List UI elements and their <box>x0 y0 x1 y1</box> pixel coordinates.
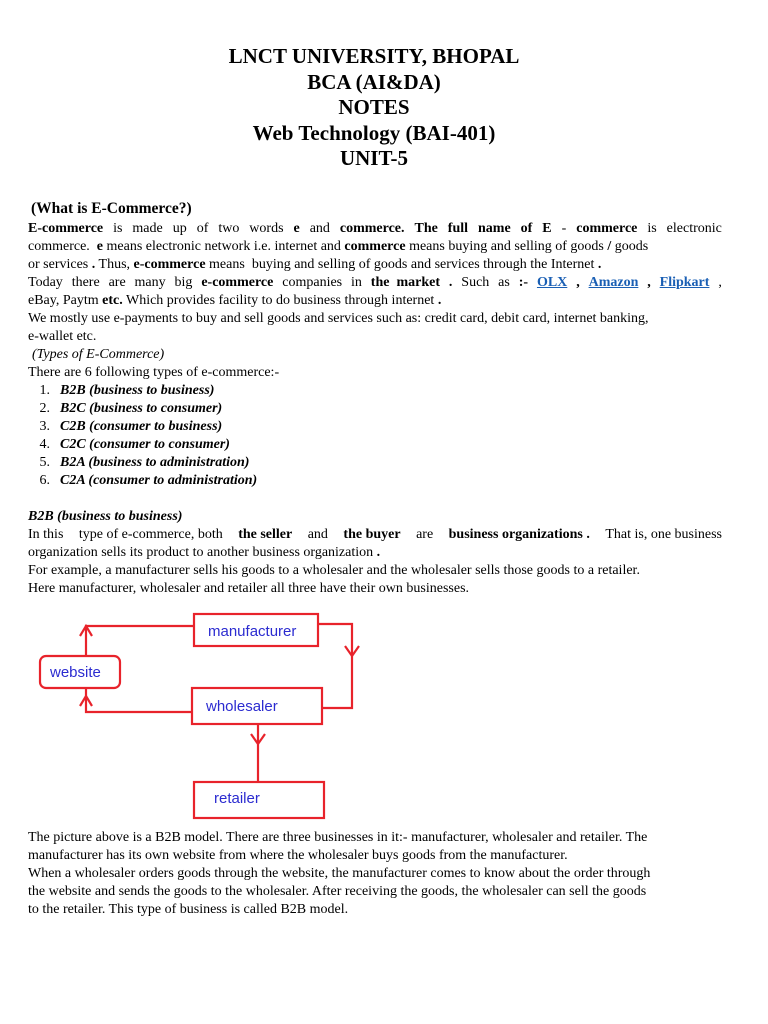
list-label: B2B (business to business) <box>60 383 215 398</box>
list-number: 1. <box>39 383 50 398</box>
text-run: That is, one business <box>605 527 722 542</box>
list-item <box>28 400 722 418</box>
website-to-wholesaler-line <box>86 688 192 712</box>
text-run: , <box>718 275 722 290</box>
list-number: 3. <box>39 419 50 434</box>
list-number: 5. <box>39 455 50 470</box>
explanation-line-2: manufacturer has its own website from where the wholesaler buys goods from the manufacturer. <box>28 848 568 863</box>
text-run: commerce <box>576 221 638 236</box>
list-item <box>28 382 722 400</box>
text-run: Which provides facility to do business through internet <box>125 293 435 308</box>
text-run: eBay, Paytm <box>28 293 99 308</box>
retailer-label: retailer <box>214 790 260 807</box>
list-number: 6. <box>39 473 50 488</box>
unit-title: UNIT-5 <box>339 146 409 170</box>
what-is-ecommerce-heading: (What is E-Commerce?) <box>31 200 192 217</box>
text-run: full <box>447 221 469 236</box>
explanation-line-3: When a wholesaler orders goods through the website, the manufacturer comes to know about the order through <box>28 866 651 881</box>
amazon-link[interactable]: Amazon <box>588 275 639 290</box>
list-item <box>28 418 722 436</box>
b2b-line-4: Here manufacturer, wholesaler and retailer all three have their own businesses. <box>28 581 470 596</box>
text-run: Today <box>28 275 63 290</box>
text-run: Thus, <box>98 257 131 272</box>
text-run: e-commerce <box>133 257 206 272</box>
text-run: are <box>416 527 434 542</box>
list-item <box>28 454 722 472</box>
list-label: B2A (business to administration) <box>60 455 250 470</box>
list-number: 2. <box>39 401 50 416</box>
text-run: . <box>448 275 453 290</box>
text-run: there <box>71 275 100 290</box>
list-item <box>28 472 722 490</box>
text-run: :- <box>518 275 529 290</box>
intro-paragraph-line-2 <box>28 238 722 256</box>
intro-paragraph-3-line-2: e-wallet etc. <box>28 329 97 344</box>
text-run: / <box>607 239 612 254</box>
list-number: 4. <box>39 437 50 452</box>
explanation-section <box>28 829 722 919</box>
text-run: of <box>520 221 533 236</box>
website-label: website <box>50 664 101 681</box>
flipkart-link[interactable]: Flipkart <box>659 275 710 290</box>
b2b-line-1 <box>28 526 722 544</box>
text-run: the buyer <box>343 527 401 542</box>
intro-paragraph-3-line-1: We mostly use e-payments to buy and sell goods and services such as: credit card, debit card, internet banking, <box>28 311 649 326</box>
types-intro: There are 6 following types of e-commerce:- <box>28 365 280 380</box>
text-run: and <box>309 221 330 236</box>
list-label: C2A (consumer to administration) <box>60 473 258 488</box>
text-run: The <box>414 221 438 236</box>
list-label: B2C (business to consumer) <box>60 401 223 416</box>
text-run: the market <box>370 275 440 290</box>
wholesaler-label: wholesaler <box>206 698 278 715</box>
document-header <box>0 44 748 172</box>
explanation-line-5: to the retailer. This type of business is called B2B model. <box>28 902 349 917</box>
course-title: BCA (AI&DA) <box>307 69 441 94</box>
types-list <box>28 382 722 490</box>
text-run: e <box>293 221 300 236</box>
olx-link[interactable]: OLX <box>536 275 568 290</box>
text-run: of <box>196 221 209 236</box>
spacer <box>28 490 722 508</box>
text-run: . <box>597 257 602 272</box>
explanation-line-1: The picture above is a B2B model. There are three businesses in it:- manufacturer, wholesaler and retailer. The <box>28 830 648 845</box>
text-run: and <box>307 527 328 542</box>
text-run: . <box>91 257 96 272</box>
text-run: two <box>218 221 240 236</box>
list-label: C2B (consumer to business) <box>60 419 223 434</box>
text-run: etc. <box>102 293 123 308</box>
b2b-line-3: For example, a manufacturer sells his goods to a wholesaler and the wholesaler sells those goods to a retailer. <box>28 563 640 578</box>
text-run: . <box>437 293 442 308</box>
text-run: as <box>498 275 510 290</box>
text-run: big <box>174 275 193 290</box>
text-run: in <box>351 275 362 290</box>
b2b-diagram <box>36 612 366 824</box>
text-run: words <box>249 221 284 236</box>
b2b-line-2 <box>28 544 722 562</box>
types-heading: (Types of E-Commerce) <box>32 347 165 362</box>
text-run: up <box>172 221 187 236</box>
university-title: LNCT UNIVERSITY, BHOPAL <box>228 44 520 68</box>
text-run: business organizations . <box>448 527 590 542</box>
text-run: means buying and selling of goods <box>409 239 604 254</box>
intro-paragraph-line-1 <box>28 220 722 238</box>
b2b-heading: B2B (business to business) <box>28 509 183 524</box>
text-run: E <box>542 221 552 236</box>
text-run: means electronic network i.e. internet and <box>106 239 341 254</box>
text-run: , <box>576 275 580 290</box>
text-run: Such <box>461 275 490 290</box>
text-run: name <box>478 221 511 236</box>
text-run: are <box>108 275 126 290</box>
text-run: electronic <box>666 221 722 236</box>
subject-title: Web Technology (BAI-401) <box>252 120 496 145</box>
website-to-manufacturer-line <box>86 626 194 656</box>
text-run: In this <box>28 527 64 542</box>
manufacturer-to-wholesaler-line <box>318 624 352 708</box>
text-run: . <box>376 545 381 560</box>
text-run: or services <box>28 257 89 272</box>
text-run: means buying and selling of goods and services through the Internet <box>209 257 595 272</box>
explanation-line-4: the website and sends the goods to the wholesaler. After receiving the goods, the wholesaler can sell the goods <box>28 884 647 899</box>
text-run: made <box>132 221 163 236</box>
text-run: commerce. <box>28 239 90 254</box>
text-run: - <box>561 221 567 236</box>
text-run: goods <box>614 239 649 254</box>
text-run: commerce. <box>339 221 405 236</box>
list-label: C2C (consumer to consumer) <box>60 437 230 452</box>
text-run: e <box>96 239 104 254</box>
notes-title: NOTES <box>338 95 410 119</box>
intro-paragraph-2-line-1 <box>28 274 722 292</box>
text-run: E-commerce <box>28 221 104 236</box>
document-body <box>28 198 722 598</box>
list-item <box>28 436 722 454</box>
text-run: type of e-commerce, both <box>78 527 223 542</box>
text-run: organization sells its product to another business organization <box>28 545 374 560</box>
intro-paragraph-2-line-2 <box>28 292 722 310</box>
manufacturer-label: manufacturer <box>208 623 297 640</box>
text-run: the seller <box>238 527 293 542</box>
text-run: commerce <box>344 239 406 254</box>
text-run: is <box>647 221 657 236</box>
text-run: many <box>134 275 166 290</box>
intro-paragraph-line-3 <box>28 256 722 274</box>
text-run: , <box>647 275 651 290</box>
text-run: is <box>113 221 123 236</box>
text-run: companies <box>282 275 343 290</box>
text-run: e-commerce <box>201 275 274 290</box>
